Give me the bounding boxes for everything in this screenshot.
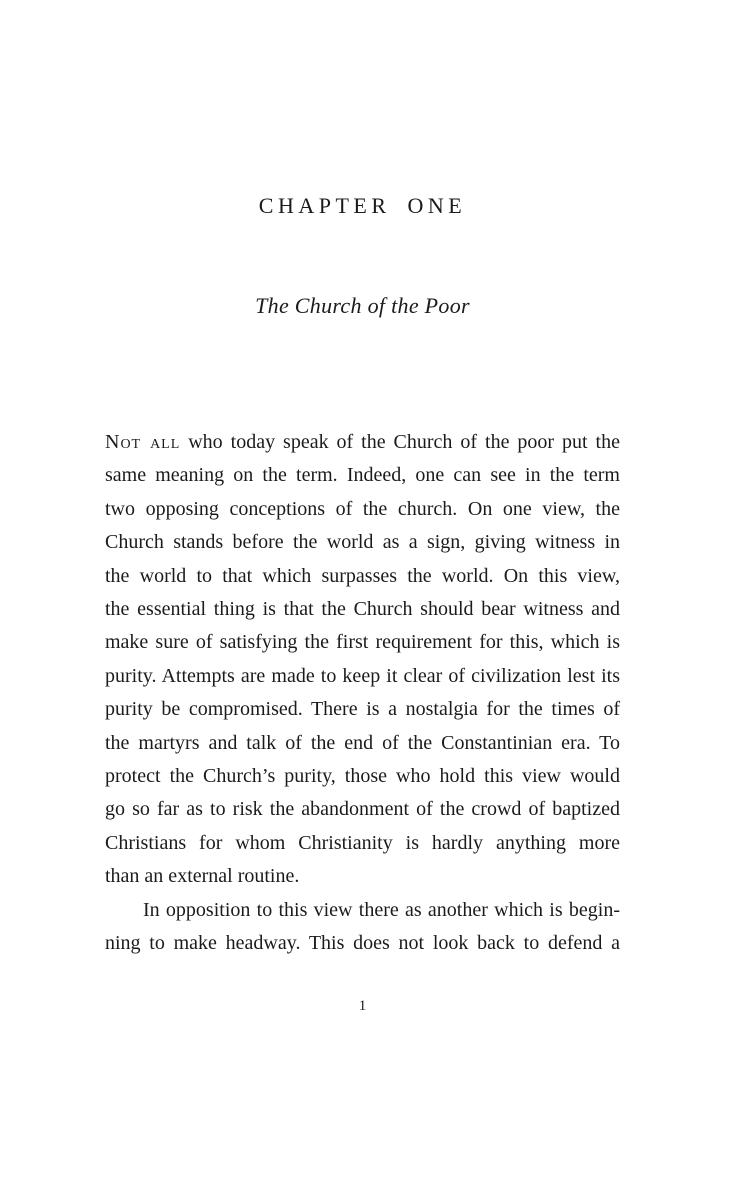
chapter-heading: CHAPTER ONE bbox=[258, 193, 467, 218]
body-line-11: protect the Church’s purity, those who hold this view would bbox=[105, 765, 620, 788]
lead-rest: who today speak of the Church of the poor put the bbox=[180, 431, 620, 453]
body-line-3: two opposing conceptions of the church. On one view, the bbox=[105, 497, 620, 520]
body-line-14: than an external routine. bbox=[105, 865, 300, 888]
body-line-9: purity be compromised. There is a nostalgia for the times of bbox=[105, 698, 620, 721]
body-line-13: Christians for whom Christianity is hardly anything more bbox=[105, 831, 620, 854]
body-line-12: go so far as to risk the abandonment of the crowd of baptized bbox=[105, 798, 620, 821]
body-line-2: same meaning on the term. Indeed, one can see in the term bbox=[105, 464, 620, 487]
body-line-10: the martyrs and talk of the end of the Constantinian era. To bbox=[105, 731, 620, 754]
body-line-7: make sure of satisfying the first requirement for this, which is bbox=[105, 631, 620, 654]
body-line-6: the essential thing is that the Church should bear witness and bbox=[105, 598, 620, 621]
page-number: 1 bbox=[358, 998, 367, 1014]
body-line-1 bbox=[105, 426, 620, 459]
body-line-8: purity. Attempts are made to keep it clear of civilization lest its bbox=[105, 664, 620, 687]
body-line-5: the world to that which surpasses the world. On this view, bbox=[105, 564, 620, 587]
lead-small-caps: Not all bbox=[105, 431, 181, 453]
body-text bbox=[105, 426, 620, 961]
chapter-title: The Church of the Poor bbox=[255, 293, 470, 318]
body-line-16: ning to make headway. This does not look back to defend a bbox=[105, 932, 620, 955]
body-line-4: Church stands before the world as a sign, giving witness in bbox=[105, 531, 620, 554]
body-line-15: In opposition to this view there as another which is begin- bbox=[143, 898, 620, 921]
